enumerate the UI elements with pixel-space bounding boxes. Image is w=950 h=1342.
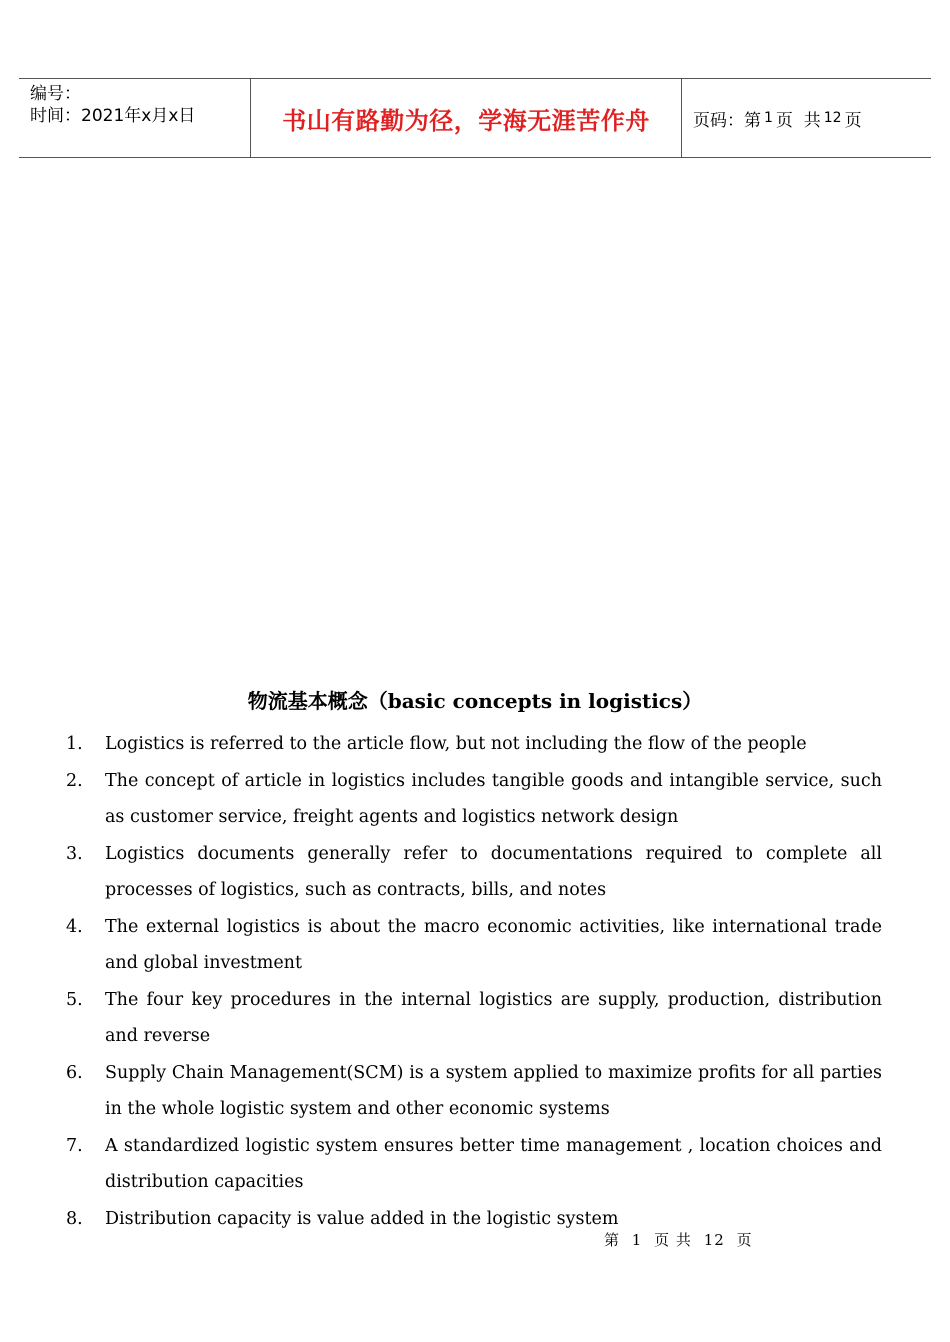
list-item <box>66 1201 882 1238</box>
list-item-text: The concept of article in logistics includes tangible goods and intangible service, such as customer service, freight agents and logistics network design <box>105 770 882 827</box>
footer-page-total: 12 <box>703 1231 725 1249</box>
header-page-mid: 页 共 <box>775 110 821 131</box>
header-page-cell <box>682 79 931 157</box>
list-item-number: 1. <box>66 734 83 754</box>
page-footer <box>604 1228 759 1252</box>
list-item-number: 4. <box>66 916 83 937</box>
list-item <box>66 726 882 763</box>
list-item-number: 3. <box>66 843 83 864</box>
list-item <box>66 982 882 1055</box>
list-item-text: Logistics documents generally refer to documentations required to complete all processes of logistics, such as contracts, bills, and notes <box>105 843 882 900</box>
header-motto-cell <box>251 79 682 157</box>
list-item-text: Supply Chain Management(SCM) is a system applied to maximize profits for all parties in the whole logistic system and other economic systems <box>105 1062 882 1119</box>
list-item <box>66 1128 882 1201</box>
document-title: 物流基本概念（basic concepts in logistics） <box>247 689 703 713</box>
list-item-text: The external logistics is about the macro economic activities, like international trade and global investment <box>105 916 882 973</box>
doc-id-label: 编号： <box>30 84 81 104</box>
header-motto: 书山有路勤为径，学海无涯苦作舟 <box>282 106 650 135</box>
header-page-total: 12 <box>823 110 842 126</box>
footer-mid: 页 共 <box>654 1231 692 1249</box>
header-page-current: 1 <box>764 110 773 126</box>
list-item-text: Distribution capacity is value added in the logistic system <box>105 1208 619 1229</box>
list-item <box>66 1055 882 1128</box>
list-item-number: 5. <box>66 989 83 1010</box>
list-item-text: A standardized logistic system ensures better time management , location choices and distribution capacities <box>105 1135 882 1192</box>
list-item-text: The four key procedures in the internal logistics are supply, production, distribution and reverse <box>105 989 882 1046</box>
list-item <box>66 909 882 982</box>
footer-suffix: 页 <box>736 1231 753 1249</box>
footer-page-current: 1 <box>631 1231 643 1249</box>
list-item-number: 6. <box>66 1062 83 1083</box>
list-item-text: Logistics is referred to the article flow, but not including the flow of the people <box>105 734 807 754</box>
list-item-number: 8. <box>66 1208 83 1229</box>
footer-prefix: 第 <box>604 1231 621 1249</box>
doc-time-label: 时间：2021年x月x日 <box>30 106 196 126</box>
concept-list <box>66 726 882 1237</box>
header-page-label: 页码：第 <box>693 110 761 131</box>
list-item-number: 7. <box>66 1135 83 1156</box>
list-item <box>66 763 882 836</box>
list-item-number: 2. <box>66 770 83 791</box>
header-page-end: 页 <box>844 110 862 131</box>
list-item <box>66 836 882 909</box>
header-meta-cell <box>19 79 251 157</box>
document-header <box>19 78 931 158</box>
